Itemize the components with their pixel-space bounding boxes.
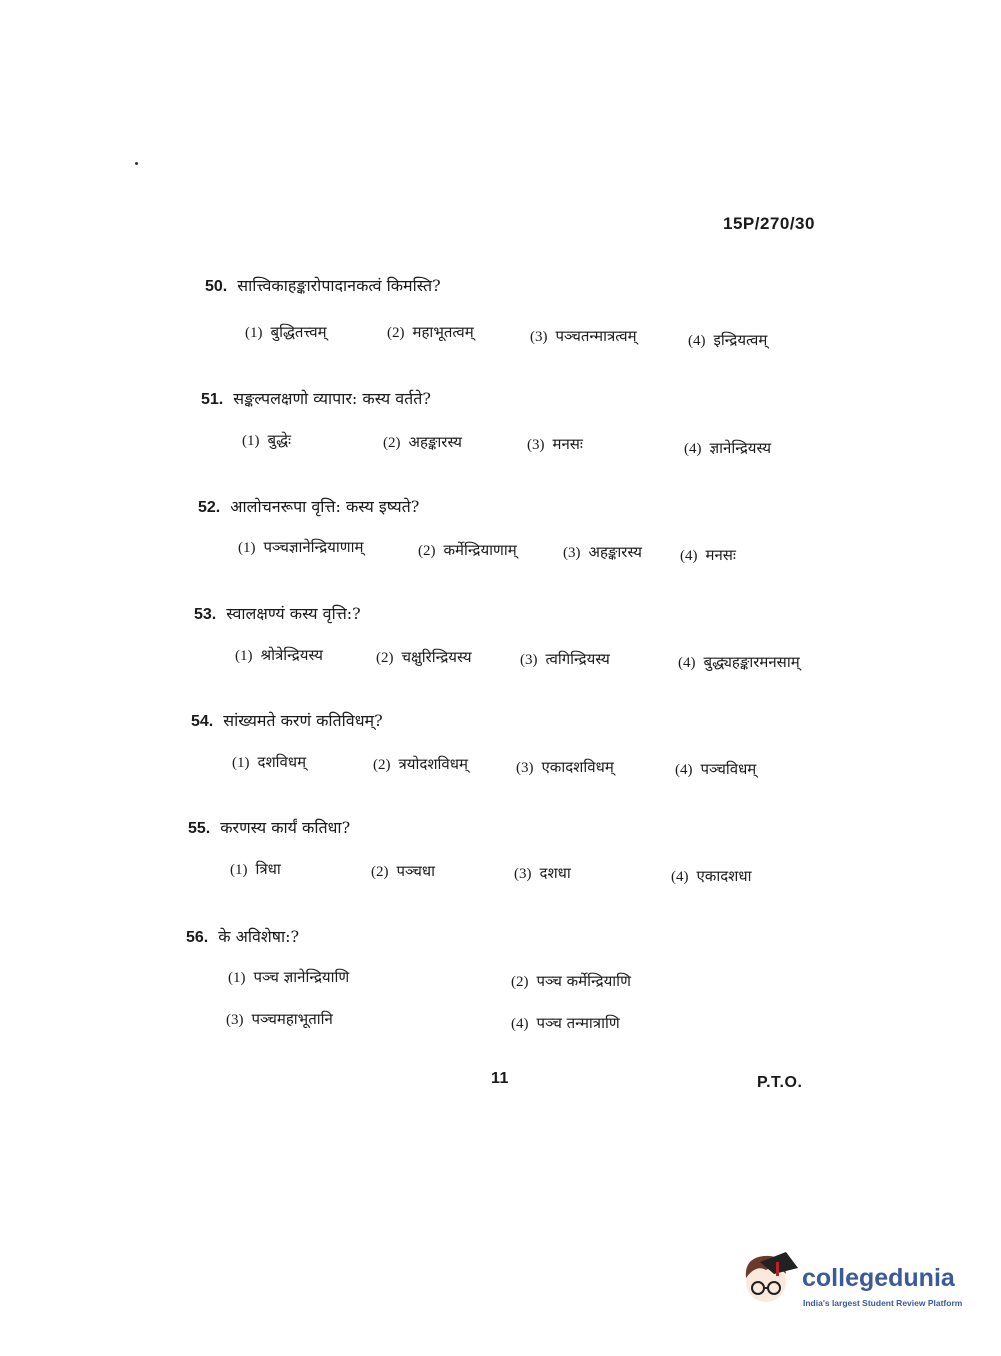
- option-number: (2): [373, 757, 391, 773]
- pto-label: P.T.O.: [757, 1074, 803, 1091]
- option-4: [684, 438, 771, 458]
- option-4: [688, 330, 767, 350]
- option-number: (1): [228, 970, 246, 986]
- brand-name: collegedunia: [802, 1264, 955, 1292]
- option-number: (4): [675, 762, 693, 778]
- option-number: (2): [383, 435, 401, 451]
- option-text: त्रिधा: [255, 860, 281, 878]
- question-number: 52.: [198, 499, 221, 516]
- question-number: 53.: [194, 606, 217, 623]
- option-4: [511, 1013, 620, 1033]
- option-number: (1): [242, 433, 260, 449]
- option-4: [675, 759, 756, 779]
- option-text: त्वगिन्द्रियस्य: [545, 650, 610, 668]
- question-text: आलोचनरूपा वृत्ति: कस्य इष्यते?: [230, 497, 420, 516]
- option-number: (1): [230, 862, 248, 878]
- option-2: [511, 971, 631, 991]
- option-text: कर्मेन्द्रियाणाम्: [443, 541, 517, 559]
- option-number: (3): [527, 437, 545, 453]
- option-2: [371, 861, 435, 881]
- option-1: [230, 859, 281, 879]
- question-53: [194, 602, 361, 624]
- question-number: 56.: [186, 929, 209, 946]
- option-1: [235, 645, 323, 665]
- scan-speck: [135, 162, 138, 165]
- question-number: 55.: [188, 820, 211, 837]
- option-2: [418, 540, 517, 560]
- option-text: पञ्चधा: [396, 862, 435, 880]
- option-3: [516, 757, 614, 777]
- mascot-logo-icon: [740, 1248, 800, 1310]
- question-55: [188, 816, 350, 838]
- option-1: [232, 752, 306, 772]
- option-text: बुद्धितत्त्वम्: [270, 323, 327, 341]
- option-number: (4): [511, 1016, 529, 1032]
- option-3: [530, 326, 637, 346]
- brand-tagline: India's largest Student Review Platform: [803, 1298, 963, 1308]
- option-3: [527, 434, 583, 454]
- option-number: (1): [232, 755, 250, 771]
- option-4: [671, 866, 751, 886]
- option-4: [680, 545, 736, 565]
- option-number: (4): [678, 655, 696, 671]
- option-3: [563, 542, 642, 562]
- question-number: 54.: [191, 713, 214, 730]
- option-text: अहङ्कारस्य: [408, 433, 462, 451]
- option-1: [245, 322, 327, 342]
- question-54: [191, 709, 383, 731]
- option-3: [226, 1009, 333, 1029]
- question-text: के अविशेषा:?: [218, 927, 300, 946]
- option-text: एकादशधा: [696, 867, 752, 885]
- option-1: [228, 967, 349, 987]
- option-number: (2): [376, 650, 394, 666]
- option-number: (3): [514, 866, 532, 882]
- option-text: पञ्चतन्मात्रत्वम्: [555, 327, 637, 345]
- option-number: (3): [226, 1012, 244, 1028]
- option-number: (1): [245, 325, 263, 341]
- option-text: दशविधम्: [257, 753, 307, 771]
- question-51: [201, 387, 431, 409]
- option-number: (4): [688, 333, 706, 349]
- option-4: [678, 652, 800, 672]
- option-number: (1): [238, 540, 256, 556]
- option-number: (3): [563, 545, 581, 561]
- option-text: महाभूतत्वम्: [412, 323, 474, 341]
- option-2: [387, 322, 474, 342]
- option-text: इन्द्रियत्वम्: [713, 331, 768, 349]
- option-2: [383, 432, 462, 452]
- question-text: करणस्य कार्यं कतिधा?: [220, 818, 351, 837]
- option-number: (3): [516, 760, 534, 776]
- paper-code: 15P/270/30: [723, 214, 815, 233]
- option-number: (2): [511, 974, 529, 990]
- option-3: [514, 863, 571, 883]
- option-2: [373, 754, 468, 774]
- option-text: श्रोत्रेन्द्रियस्य: [260, 646, 324, 664]
- option-text: पञ्च कर्मेन्द्रियाणि: [536, 972, 631, 990]
- question-52: [198, 495, 419, 517]
- page-number: 11: [491, 1070, 509, 1087]
- option-number: (4): [671, 869, 689, 885]
- option-3: [520, 649, 610, 669]
- option-text: मनसः: [705, 546, 736, 564]
- question-text: स्वालक्षण्यं कस्य वृत्ति:?: [226, 604, 361, 623]
- option-text: बुद्धेः: [267, 431, 292, 449]
- option-number: (4): [680, 548, 698, 564]
- option-text: एकादशविधम्: [541, 758, 614, 776]
- option-text: चक्षुरिन्द्रियस्य: [401, 648, 472, 666]
- question-text: सङ्कल्पलक्षणो व्यापार: कस्य वर्तते?: [233, 389, 432, 408]
- option-number: (2): [371, 864, 389, 880]
- question-text: सात्त्विकाहङ्कारोपादानकत्वं किमस्ति?: [237, 276, 441, 295]
- option-text: दशधा: [539, 864, 571, 882]
- option-number: (2): [418, 543, 436, 559]
- option-text: बुद्ध्यहङ्कारमनसाम्: [703, 653, 800, 671]
- option-2: [376, 647, 472, 667]
- question-56: [186, 925, 299, 947]
- option-text: अहङ्कारस्य: [588, 543, 642, 561]
- option-number: (4): [684, 441, 702, 457]
- option-text: पञ्चज्ञानेन्द्रियाणाम्: [263, 538, 364, 556]
- option-number: (2): [387, 325, 405, 341]
- option-text: पञ्च तन्मात्राणि: [536, 1014, 620, 1032]
- question-50: [205, 274, 441, 296]
- option-1: [242, 430, 291, 450]
- question-number: 51.: [201, 391, 224, 408]
- question-number: 50.: [205, 278, 228, 295]
- option-text: ज्ञानेन्द्रियस्य: [709, 439, 772, 457]
- option-text: पञ्चविधम्: [700, 760, 757, 778]
- option-text: त्रयोदशविधम्: [398, 755, 468, 773]
- option-1: [238, 537, 363, 557]
- option-text: पञ्चमहाभूतानि: [251, 1010, 333, 1028]
- option-text: पञ्च ज्ञानेन्द्रियाणि: [253, 968, 350, 986]
- option-text: मनसः: [552, 435, 583, 453]
- option-number: (3): [520, 652, 538, 668]
- collegedunia-watermark: [740, 1248, 980, 1318]
- option-number: (1): [235, 648, 253, 664]
- question-text: सांख्यमते करणं कतिविधम्?: [223, 711, 383, 730]
- option-number: (3): [530, 329, 548, 345]
